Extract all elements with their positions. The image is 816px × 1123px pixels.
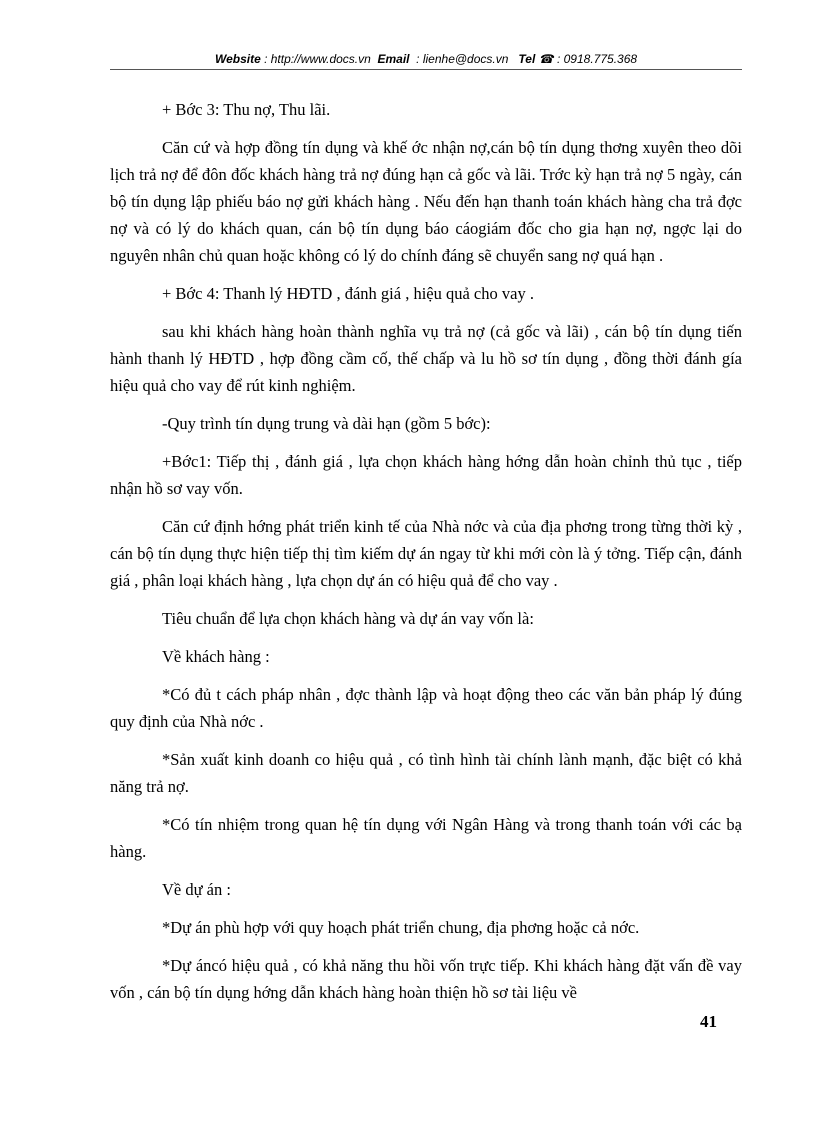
- tel-value: : 0918.775.368: [556, 52, 638, 66]
- paragraph: Tiêu chuẩn để lựa chọn khách hàng và dự án vay vốn là:: [162, 609, 534, 628]
- paragraph: *Dự án phù hợp với quy hoạch phát triển chung, địa phơng hoặc cả nớc.: [162, 918, 640, 937]
- paragraph: +Bớc1: Tiếp thị , đánh giá , lựa chọn khách hàng hớng dẫn hoàn chỉnh thủ tục , tiếp nhận hồ sơ vay vốn.: [110, 452, 742, 498]
- tel-label: Tel: [518, 52, 536, 66]
- website-label: Website: [214, 52, 261, 66]
- paragraph: Về khách hàng :: [162, 647, 270, 666]
- paragraph: Căn cứ và hợp đồng tín dụng và khế ớc nhận nợ,cán bộ tín dụng thơng xuyên theo dõi lịch trả nợ để đôn đốc khách hàng trả nợ đúng hạn cả gốc và lãi. Trớc kỳ hạn trả nợ 5 ngày, cán bộ tín dụng lập phiếu báo nợ gửi khách hàng . Nếu đến hạn thanh toán khách hàng cha trả đợc nợ và có lý do khách quan, cán bộ tín dụng báo cáogiám đốc cho gia hạn nợ, ngợc lại do nguyên nhân chủ quan hoặc không có lý do chính đáng sẽ chuyển sang nợ quá hạn .: [110, 138, 742, 265]
- paragraph: *Sản xuất kinh doanh co hiệu quả , có tình hình tài chính lành mạnh, đặc biệt có khả năng trả nợ.: [110, 750, 742, 796]
- paragraph: *Có tín nhiệm trong quan hệ tín dụng với Ngân Hàng và trong thanh toán với các bạ hàng.: [110, 815, 742, 861]
- paragraph: Về dự án :: [162, 880, 231, 899]
- paragraph: *Có đủ t cách pháp nhân , đợc thành lập và hoạt động theo các văn bản pháp lý đúng quy định của Nhà nớc .: [110, 685, 742, 731]
- page-header: [110, 50, 742, 68]
- website-value: : http://www.docs.vn: [264, 52, 371, 66]
- paragraph: + Bớc 3: Thu nợ, Thu lãi.: [162, 100, 331, 119]
- paragraph: + Bớc 4: Thanh lý HĐTD , đánh giá , hiệu quả cho vay .: [162, 284, 534, 303]
- document-body: [110, 96, 742, 1017]
- header-divider: [110, 69, 742, 70]
- email-label: Email: [377, 52, 410, 66]
- paragraph: Căn cứ định hớng phát triển kinh tế của Nhà nớc và của địa phơng trong từng thời kỳ , cán bộ tín dụng thực hiện tiếp thị tìm kiếm dự án ngay từ khi mới còn là ý tởng. Tiếp cận, đánh giá , phân loại khách hàng , lựa chọn dự án có hiệu quả để cho vay .: [110, 517, 742, 590]
- paragraph: -Quy trình tín dụng trung và dài hạn (gồm 5 bớc):: [162, 414, 491, 433]
- phone-icon: ☎: [538, 52, 554, 66]
- page-number: 41: [700, 1012, 717, 1031]
- email-value: : lienhe@docs.vn: [416, 52, 509, 66]
- paragraph: *Dự áncó hiệu quả , có khả năng thu hồi vốn trực tiếp. Khi khách hàng đặt vấn đề vay vốn , cán bộ tín dụng hớng dẫn khách hàng hoàn thiện hồ sơ tài liệu về: [110, 956, 742, 1002]
- paragraph: sau khi khách hàng hoàn thành nghĩa vụ trả nợ (cả gốc và lãi) , cán bộ tín dụng tiến hành thanh lý HĐTD , hợp đồng cầm cố, thế chấp và lu hồ sơ tín dụng , đồng thời đánh gía hiệu quả cho vay để rút kinh nghiệm.: [110, 322, 742, 395]
